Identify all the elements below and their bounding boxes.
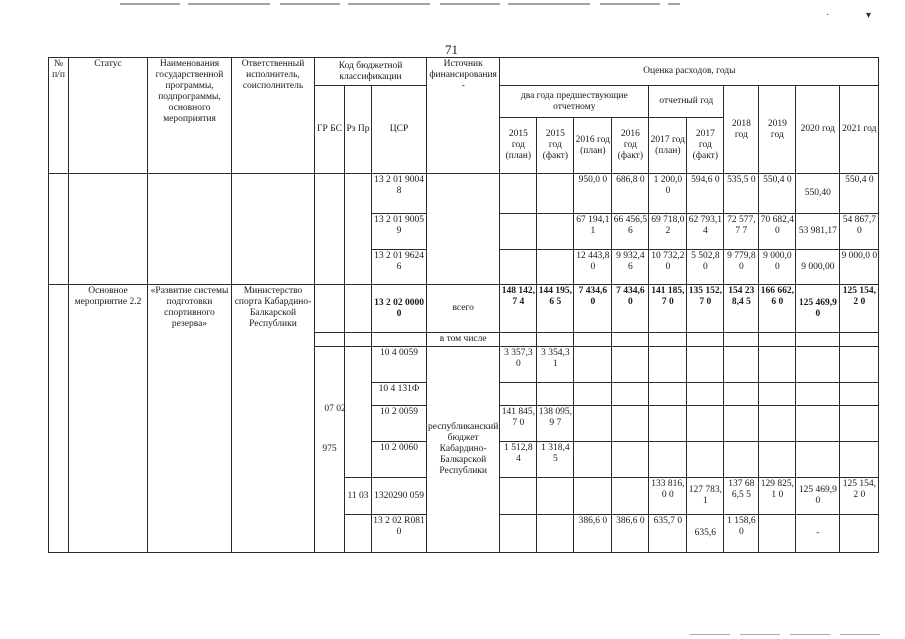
table-row-main (49, 285, 879, 333)
cell-value (724, 347, 759, 383)
cell-empty (649, 333, 687, 347)
header-rzpr: Рз Пр (345, 86, 372, 174)
cell-empty (232, 174, 315, 285)
cell-value (500, 478, 537, 515)
header-2016-fact: 2016 год (факт) (612, 118, 649, 174)
cell-value (724, 442, 759, 478)
cell-value (759, 383, 796, 406)
header-estimate: Оценка расходов, годы (500, 58, 879, 86)
cell-value (840, 406, 879, 442)
cell-rzpr-0702: 07 02 (324, 404, 346, 414)
cell-value (612, 442, 649, 478)
cell-empty (345, 515, 372, 553)
cell-value: 5 502,8 0 (687, 250, 724, 285)
cell-value: 10 732,2 0 (649, 250, 687, 285)
cell-value (796, 347, 840, 383)
cell-value: 1 318,4 5 (537, 442, 574, 478)
cell-value: 166 662,6 0 (759, 285, 796, 333)
cell-value: 635,6 (687, 515, 724, 553)
cell-value (500, 515, 537, 553)
cell-value: 12 443,8 0 (574, 250, 612, 285)
cell-empty (49, 174, 69, 285)
cell-value: 133 816,0 0 (649, 478, 687, 515)
cell-value: 686,8 0 (612, 174, 649, 214)
cell-value (759, 515, 796, 553)
cell-empty (345, 285, 372, 333)
cell-value: 67 194,1 1 (574, 214, 612, 250)
cell-value (796, 442, 840, 478)
cell-value (840, 515, 879, 553)
scan-artifact-bottom (690, 634, 890, 635)
cell-value: 550,4 0 (759, 174, 796, 214)
cell-value (724, 383, 759, 406)
cell-csr: 13 2 02 00000 (372, 285, 427, 333)
page-number: 71 (445, 42, 458, 57)
cell-value: 1 200,0 0 (649, 174, 687, 214)
cell-value (500, 174, 537, 214)
cell-value: 137 686,5 5 (724, 478, 759, 515)
cell-value: 9 000,00 (796, 250, 840, 285)
cell-status: Основное мероприятие 2.2 (69, 285, 148, 553)
cell-value: 69 718,0 2 (649, 214, 687, 250)
cell-empty (840, 333, 879, 347)
cell-value (687, 383, 724, 406)
cell-empty (796, 333, 840, 347)
cell-value (574, 442, 612, 478)
cell-value: 70 682,4 0 (759, 214, 796, 250)
cell-empty (687, 333, 724, 347)
cell-value: 72 577,7 7 (724, 214, 759, 250)
cell-csr: 13 2 01 90059 (372, 214, 427, 250)
cell-program-name: «Развитие системы подготовки спортивного резерва» (148, 285, 232, 553)
cell-value: 386,6 0 (612, 515, 649, 553)
cell-including: в том числе (427, 333, 500, 347)
cell-empty (372, 333, 427, 347)
cell-value: 9 932,4 6 (612, 250, 649, 285)
cell-value (537, 478, 574, 515)
header-2020: 2020 год (796, 86, 840, 174)
cell-csr: 10 2 0060 (372, 442, 427, 478)
cell-value: 535,5 0 (724, 174, 759, 214)
header-dash: - (461, 81, 465, 91)
cell-value (840, 347, 879, 383)
cell-value: 7 434,6 0 (574, 285, 612, 333)
cell-value: 125 154,2 0 (840, 285, 879, 333)
cell-empty (759, 333, 796, 347)
cell-empty (315, 174, 345, 285)
header-report-year: отчетный год (649, 86, 724, 118)
cell-value: 3 357,3 0 (500, 347, 537, 383)
cell-value (574, 383, 612, 406)
cell-value: 62 793,1 4 (687, 214, 724, 250)
cell-value: 950,0 0 (574, 174, 612, 214)
cell-value: 125 469,90 (796, 285, 840, 333)
cell-value: 148 142,7 4 (500, 285, 537, 333)
cell-value (574, 406, 612, 442)
cell-csr: 13 2 01 90048 (372, 174, 427, 214)
cell-empty (500, 333, 537, 347)
header-two-years: два года предшествующие отчетному (500, 86, 649, 118)
header-grbs: ГР БС (315, 86, 345, 174)
cell-empty (612, 333, 649, 347)
cell-source: республиканский бюджет Кабардино-Балкарской Республики (427, 347, 500, 553)
cell-empty (315, 285, 345, 333)
cell-value: 66 456,5 6 (612, 214, 649, 250)
cell-value (500, 383, 537, 406)
cell-value (537, 250, 574, 285)
cell-value: - (796, 515, 840, 553)
header-source: Источник финансирования - (427, 58, 500, 174)
cell-value: 141 185,7 0 (649, 285, 687, 333)
expense-table (48, 57, 879, 553)
cell-value (537, 214, 574, 250)
cell-csr: 10 4 0059 (372, 347, 427, 383)
cell-value: 125 154,2 0 (840, 478, 879, 515)
cell-value (796, 383, 840, 406)
cell-value: 594,6 0 (687, 174, 724, 214)
cell-value (687, 347, 724, 383)
header-name: Наименования государственной программы, подпрограммы, основного мероприятия (148, 58, 232, 174)
cell-value: 141 845,7 0 (500, 406, 537, 442)
cell-value: 1 158,6 0 (724, 515, 759, 553)
header-2019: 2019 год (759, 86, 796, 174)
cell-value: 154 238,4 5 (724, 285, 759, 333)
cell-empty (537, 333, 574, 347)
cell-value (724, 406, 759, 442)
cell-value (537, 383, 574, 406)
scan-artifact-top (120, 3, 680, 5)
header-2018: 2018 год (724, 86, 759, 174)
cell-value: 138 095,9 7 (537, 406, 574, 442)
header-budget-code: Код бюджетной классификации (315, 58, 427, 86)
cell-value (537, 515, 574, 553)
header-2016-plan: 2016 год (план) (574, 118, 612, 174)
cell-value (759, 406, 796, 442)
cell-value (649, 347, 687, 383)
cell-value: 127 783,1 (687, 478, 724, 515)
header-responsible: Ответственный исполнитель, соисполнитель (232, 58, 315, 174)
cell-empty (69, 174, 148, 285)
cell-empty (315, 333, 345, 347)
cell-value (796, 406, 840, 442)
header-2015-plan: 2015 год (план) (500, 118, 537, 174)
cell-value (574, 478, 612, 515)
cell-value: 550,40 (796, 174, 840, 214)
cell-value: 550,4 0 (840, 174, 879, 214)
header-2021: 2021 год (840, 86, 879, 174)
cell-responsible: Министерство спорта Кабардино-Балкарской Республики (232, 285, 315, 553)
cell-csr: 13 2 01 96246 (372, 250, 427, 285)
table-row (49, 174, 879, 214)
header-2017-fact: 2017 год (факт) (687, 118, 724, 174)
cell-value (500, 250, 537, 285)
cell-value (759, 347, 796, 383)
cell-value: 9 000,0 0 (840, 250, 879, 285)
cell-value (574, 347, 612, 383)
cell-empty (724, 333, 759, 347)
cell-value (759, 442, 796, 478)
header-2015-fact: 2015 год (факт) (537, 118, 574, 174)
header-status: Статус (69, 58, 148, 174)
header-csr: ЦСР (372, 86, 427, 174)
header-2017-plan: 2017 год (план) (649, 118, 687, 174)
cell-value (612, 478, 649, 515)
cell-value (687, 442, 724, 478)
cell-value (687, 406, 724, 442)
cell-csr: 1320290 059 (372, 478, 427, 515)
cell-csr: 10 4 131Ф (372, 383, 427, 406)
cell-value (649, 406, 687, 442)
cell-value: 135 152,7 0 (687, 285, 724, 333)
scan-mark: · (826, 10, 830, 21)
cell-empty (49, 285, 69, 553)
cell-empty (574, 333, 612, 347)
cell-empty (345, 174, 372, 285)
cell-value (840, 442, 879, 478)
cell-csr: 10 2 0059 (372, 406, 427, 442)
cell-value: 7 434,6 0 (612, 285, 649, 333)
cell-rzpr: 11 03 (345, 478, 372, 515)
cell-value: 53 981,17 (796, 214, 840, 250)
cell-value: 635,7 0 (649, 515, 687, 553)
cell-source: всего (427, 285, 500, 333)
header-num: № п/п (49, 58, 69, 174)
cell-value: 125 469,90 (796, 478, 840, 515)
cell-empty (148, 174, 232, 285)
cell-empty (345, 347, 372, 478)
cell-value (649, 442, 687, 478)
cell-value (612, 347, 649, 383)
scan-mark: ▾ (866, 10, 872, 21)
cell-value: 144 195,6 5 (537, 285, 574, 333)
cell-csr: 13 2 02 R0810 (372, 515, 427, 553)
cell-value: 9 000,0 0 (759, 250, 796, 285)
cell-grbs: 975 (315, 347, 345, 553)
cell-value (537, 174, 574, 214)
cell-value: 1 512,8 4 (500, 442, 537, 478)
cell-value (840, 383, 879, 406)
cell-empty (427, 174, 500, 285)
cell-value: 129 825,1 0 (759, 478, 796, 515)
cell-value: 54 867,7 0 (840, 214, 879, 250)
cell-value (500, 214, 537, 250)
cell-value (612, 383, 649, 406)
cell-value (649, 383, 687, 406)
cell-value (612, 406, 649, 442)
cell-value: 386,6 0 (574, 515, 612, 553)
cell-empty (345, 333, 372, 347)
cell-value: 9 779,8 0 (724, 250, 759, 285)
cell-value: 3 354,3 1 (537, 347, 574, 383)
